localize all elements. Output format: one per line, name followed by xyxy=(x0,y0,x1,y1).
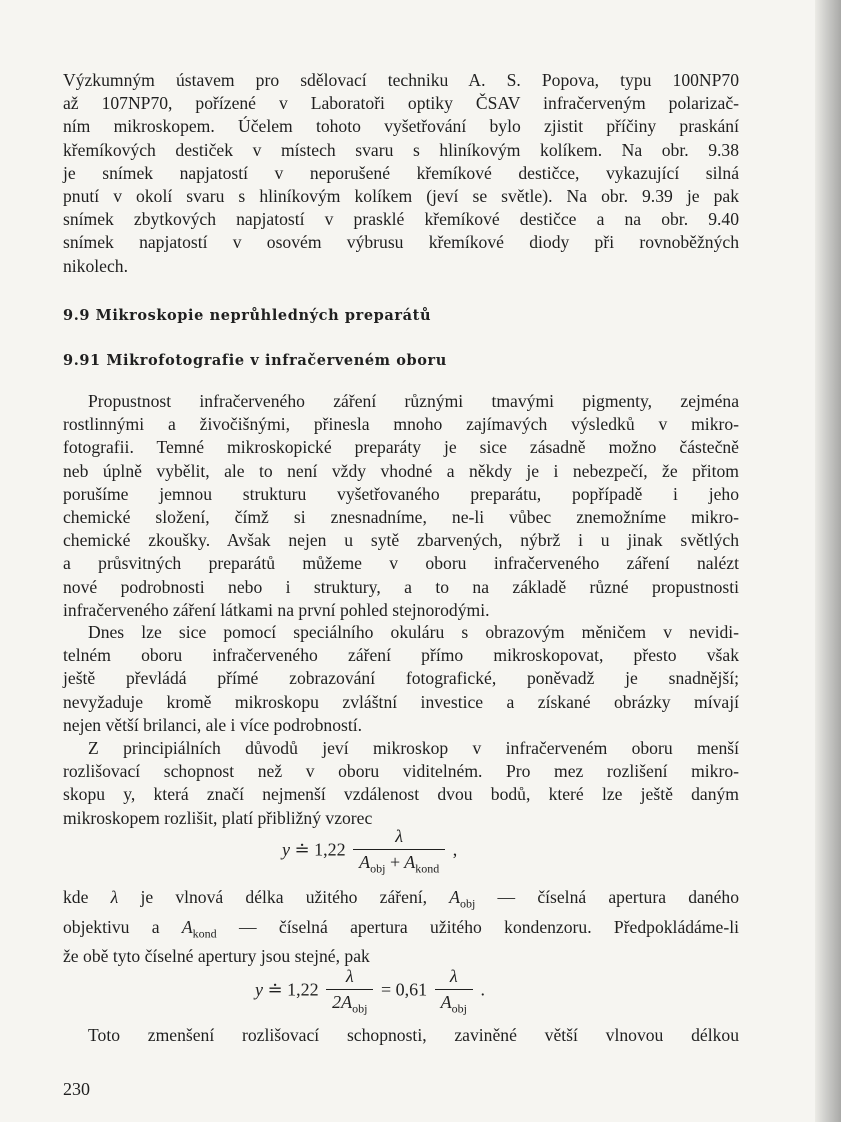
text-line: snímek napjatostí v osovém výbrusu křemíkové diody při rovnoběžných xyxy=(63,232,739,253)
text-line: snímek zbytkových napjatostí v prasklé křemíkové destičce a na obr. 9.40 xyxy=(63,209,739,230)
equation-lhs: y xyxy=(282,839,290,860)
equation-trailing: , xyxy=(452,839,458,860)
fraction-numerator: λ xyxy=(353,826,445,850)
section-heading: 9.9 Mikroskopie neprůhledných preparátů xyxy=(63,307,432,324)
page-edge-shadow xyxy=(815,0,841,1122)
text-line: Z principiálních důvodů jeví mikroskop v infračerveném oboru menší xyxy=(88,738,739,758)
fraction-denominator: $A_{obj}$ xyxy=(440,992,467,1016)
subsection-heading: 9.91 Mikrofotografie v infračerveném oboru xyxy=(63,352,447,369)
equation-2 xyxy=(255,966,485,1017)
equation-coefficient: 0,61 xyxy=(395,979,428,1000)
equation-coefficient: 1,22 xyxy=(287,979,319,1000)
page-number: 230 xyxy=(63,1079,90,1099)
text-line: skopu y, která značí nejmenší vzdálenost dvou bodů, které lze ještě daným xyxy=(63,784,739,805)
text-line: nové podrobnosti nebo i struktury, a to na základě různé propustnosti xyxy=(63,576,739,597)
paragraph-top xyxy=(63,69,739,278)
text-line: porušíme jemnou strukturu vyšetřovaného preparátu, popřípadě i jeho xyxy=(63,483,739,504)
text-line: je snímek napjatostí v neporušené křemíkové destičce, vykazující silná xyxy=(63,162,739,183)
text-line: rostlinnými a živočišnými, přinesla mnoho zajímavých výsledků v mikro- xyxy=(63,414,739,435)
text-line: Dnes lze sice pomocí speciálního okuláru s obrazovým měničem v nevidi- xyxy=(88,622,739,642)
text-line: infračerveného záření látkami na první pohled stejnorodými. xyxy=(63,599,490,620)
text-line: telném oboru infračerveného záření přímo mikroskopovat, přesto však xyxy=(63,645,739,666)
paragraph-1 xyxy=(63,390,739,622)
text-line: nikolech. xyxy=(63,255,128,276)
fraction-numerator: λ xyxy=(435,966,473,990)
text-line: mikroskopem rozlišit, platí přibližný vzorec xyxy=(63,807,373,828)
text-line: až 107NP70, pořízené v Laboratoři optiky ČSAV infračerveným polarizač- xyxy=(63,93,739,114)
fraction-denominator: $A_{obj} + A_{kond}$ xyxy=(359,852,440,876)
equation-relation: ≐ xyxy=(267,979,283,1000)
text-line: neb úplně vybělit, ale to není vždy vhodné a někdy je i nebezpečí, že přitom xyxy=(63,460,739,481)
paragraph-2 xyxy=(63,621,739,737)
text-line: že obě tyto číselné apertury jsou stejné, pak xyxy=(63,946,370,967)
text-line: Toto zmenšení rozlišovací schopnosti, zaviněné větší vlnovou délkou xyxy=(88,1025,739,1045)
text-line: nevyžaduje kromě mikroskopu zvláštní investice a získané obrázky mívají xyxy=(63,691,739,712)
equation-fraction xyxy=(353,826,445,877)
text-line: kde λ je vlnová délka užitého záření, $A_{obj}$ — číselná apertura daného xyxy=(63,887,739,911)
text-line: chemické složení, čímž si znesnadníme, ne-li vůbec znemožníme mikro- xyxy=(63,507,739,528)
text-line: Výzkumným ústavem pro sdělovací techniku A. S. Popova, typu 100NP70 xyxy=(63,70,739,90)
equation-1 xyxy=(282,826,457,877)
text-line: Propustnost infračerveného záření různými tmavými pigmenty, zejména xyxy=(88,391,739,411)
equation-relation: ≐ xyxy=(294,839,310,860)
text-line: nejen větší brilanci, ale i více podrobností. xyxy=(63,714,363,735)
text-line: pnutí v okolí svaru s hliníkovým kolíkem (jeví se světle). Na obr. 9.39 je pak xyxy=(63,186,739,207)
text-line: objektivu a $A_{kond}$ — číselná apertura užitého kondenzoru. Předpokládáme-li xyxy=(63,916,739,941)
text-line: a průsvitných preparátů můžeme v oboru infračerveného záření nalézt xyxy=(63,553,739,574)
text-line: ním mikroskopem. Účelem tohoto vyšetřování bylo zjistit příčiny praskání xyxy=(63,116,739,137)
text-line: rozlišovací schopnost než v oboru viditelném. Pro mez rozlišení mikro- xyxy=(63,761,739,782)
equation-coefficient: 1,22 xyxy=(314,839,346,860)
equation-lhs: y xyxy=(255,979,263,1000)
text-line: ještě převládá přímé zobrazování fotografické, poněvadž je snadnější; xyxy=(63,668,739,689)
text-line: chemické zkoušky. Avšak nejen u sytě zbarvených, nýbrž i u jinak světlých xyxy=(63,530,739,551)
equation-trailing: . xyxy=(480,979,485,1000)
fraction-denominator: $2A_{obj}$ xyxy=(332,992,368,1016)
equation-fraction xyxy=(435,966,473,1017)
paragraph-5 xyxy=(63,1024,739,1047)
paragraph-4 xyxy=(63,886,739,969)
fraction-numerator: λ xyxy=(326,966,373,990)
equation-equals: = xyxy=(380,979,392,1000)
paragraph-3 xyxy=(63,737,739,830)
text-line: křemíkových destiček v místech svaru s hliníkovým kolíkem. Na obr. 9.38 xyxy=(63,139,739,160)
equation-fraction xyxy=(326,966,373,1017)
text-line: fotografii. Temné mikroskopické preparáty je sice zásadně možno částečně xyxy=(63,437,739,458)
